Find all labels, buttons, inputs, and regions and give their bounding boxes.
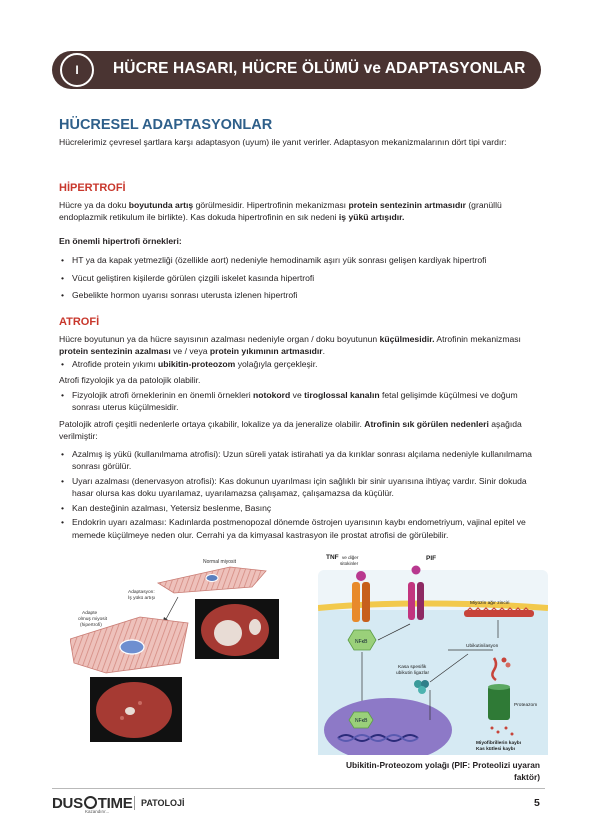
ligase-label-2: ubikutin ligazlar	[396, 671, 430, 676]
adapted-label-3: (hipertrofi)	[80, 623, 102, 628]
myocyte-hypertrophy-figure	[70, 553, 300, 748]
logo-tagline: Kazandırır...	[85, 809, 110, 814]
list-item: • Uyarı azalması (denervasyon atrofisi): Kas dokunun uyarılması için sağlıklı bir sinir uyarısına ihtiyaç vardır. Sinir dokuda hasar olursa kas doku uyarılamaz, uyarılamazsa çalışamaz, çalışamazsa da küçülür.	[59, 475, 543, 500]
dustime-logo: DUS TIME	[52, 795, 133, 812]
page-number: 5	[534, 797, 540, 809]
footer-divider-line	[52, 788, 545, 789]
hypertrophy-examples-heading: En önemli hipertrofi örnekleri:	[59, 236, 182, 246]
tnf-label: TNF	[326, 554, 339, 561]
footer-separator	[134, 796, 135, 810]
proteasome-label: Proteazom	[514, 703, 538, 708]
subject-label: PATOLOJİ	[141, 798, 185, 808]
adaptation-label-1: Adaptasyon:	[128, 590, 155, 595]
adaptation-label-2: İş yükü artışı	[128, 596, 156, 601]
muscle-mass-loss-label: Kas kütlesi kaybı	[476, 747, 515, 752]
section-title: HÜCRESEL ADAPTASYONLAR	[59, 117, 273, 133]
section-intro: Hücrelerimiz çevresel şartlara karşı adaptasyon (uyum) ile yanıt verirler. Adaptasyon mekanizmalarının dört tipi vardır:	[59, 137, 507, 147]
list-item: • Vücut geliştiren kişilerde görülen çizgili iskelet kasında hipertrofi	[59, 270, 543, 288]
atrophy-causes-list	[59, 448, 543, 541]
list-item: • HT ya da kapak yetmezliği (özellikle aort) nedeniyle hemodinamik aşırı yük sonrası gelişen kardiyak hipertrofi	[59, 252, 543, 270]
hypertrophy-examples-list	[59, 252, 543, 305]
atrophy-physiological-bullet	[59, 389, 543, 414]
tnf-sub-label-1: ve diğer	[342, 555, 359, 560]
adapted-label-2: olmuş miyosit	[78, 617, 108, 622]
chapter-number: I	[60, 53, 94, 87]
list-item: • Azalmış iş yükü (kullanılmama atrofisi): Uzun süreli yatak istirahati ya da kırıklar sonrası alçılama nedeniyle kullanılmama sonrası görülür.	[59, 448, 543, 473]
atrophy-types-line: Atrofi fizyolojik ya da patolojik olabilir.	[59, 375, 201, 385]
ligase-label-1: Kasa spesifik	[398, 665, 427, 670]
myosin-label: Miyozin ağır zinciri	[470, 601, 510, 606]
nfkb-nucleus-label: NFκB	[355, 718, 368, 724]
tnf-sub-label-2: sitokinler	[340, 561, 359, 566]
adapted-label-1: Adapte	[82, 611, 98, 616]
myofibril-loss-label: Miyofibrillerin kaybı	[476, 741, 522, 746]
figure-caption: Ubikitin-Proteozom yolağı (PIF: Proteolizi uyaran faktör)	[345, 760, 540, 783]
chapter-title: HÜCRE HASARI, HÜCRE ÖLÜMÜ ve ADAPTASYONLAR	[113, 60, 526, 77]
ubiquitin-proteasome-figure	[318, 550, 548, 755]
atrophy-ubiquitin-bullet	[59, 358, 543, 370]
nfkb-top-label: NFκB	[355, 639, 368, 645]
atrophy-paragraph: Hücre boyutunun ya da hücre sayısının azalması nedeniyle organ / doku boyutunun küçülmesidir. Atrofinin mekanizması protein sentezinin azalması ve / veya protein yıkımının artmasıdır.	[59, 334, 521, 357]
normal-myocyte-label: Normal miyosit	[203, 559, 237, 565]
tooth-icon	[84, 796, 97, 809]
pif-label: PIF	[426, 555, 437, 562]
list-item: • Kan desteğinin azalması, Yetersiz beslenme, Basınç	[59, 502, 543, 514]
hypertrophy-heading: HİPERTROFİ	[59, 182, 126, 194]
list-item: • Fizyolojik atrofi örneklerinin en önemli örnekleri notokord ve tiroglossal kanalın fetal gelişimde küçülmesi ve doğum sonrası uterus küçülmesidir.	[59, 389, 543, 414]
list-item: • Gebelikte hormon uyarısı sonrası uterusta izlenen hipertrofi	[59, 287, 543, 305]
atrophy-causes-paragraph: Patolojik atrofi çeşitli nedenlerle ortaya çıkabilir, lokalize ya da jeneralize olabilir. Atrofinin sık görülen nedenleri aşağıda verilmiştir:	[59, 419, 522, 442]
list-item: • Endokrin uyarı azalması: Kadınlarda postmenopozal dönemde östrojen uyarısının kaybı endometriyum, vajinal epitel ve memede küçülmeye neden olur. Cerrahi ya da kimyasal kastrasyon ile prostat atrofisi de görülebilir.	[59, 516, 543, 541]
ubiquitination-label: Ubikutinilasyon	[466, 644, 499, 649]
list-item: • Atrofide protein yıkımı ubikitin-proteozom yolağıyla gerçekleşir.	[59, 358, 543, 370]
hypertrophy-paragraph: Hücre ya da doku boyutunda artış görülmesidir. Hipertrofinin mekanizması protein sentezinin artmasıdır (granüllü endoplazmik retikulum ile birlikte). Kas dokuda hipertrofinin en sık nedeni iş yükü artışıdır.	[59, 200, 502, 223]
atrophy-heading: ATROFİ	[59, 316, 100, 328]
